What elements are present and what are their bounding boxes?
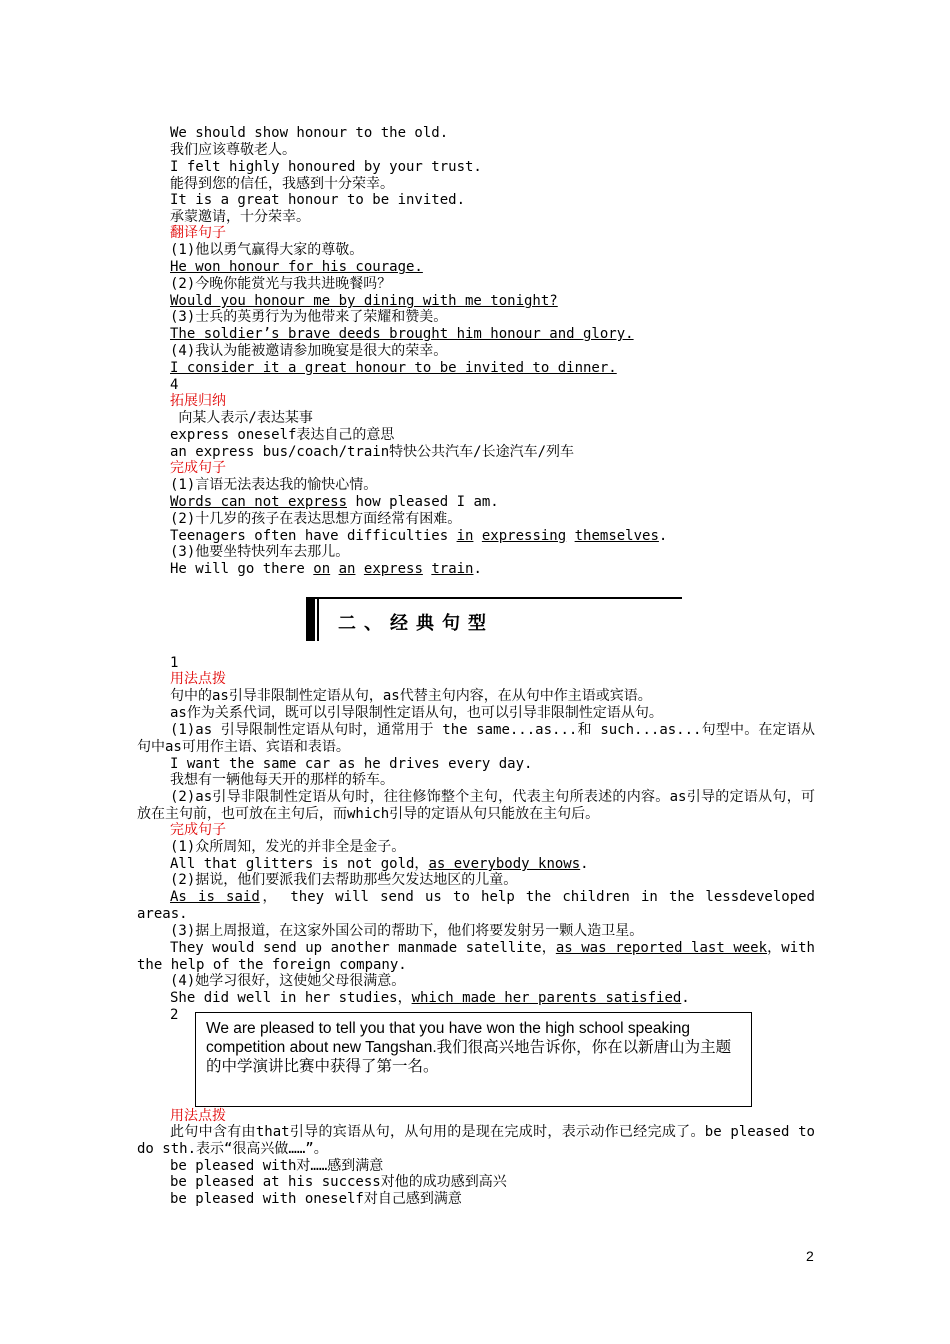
- example-sentence-box: We are pleased to tell you that you have won the high school speaking competition about new Tangshan.我们很高兴地告诉你，你在以新唐山为主题的中学演讲比赛中获得了第一名。: [195, 1012, 752, 1107]
- text-line: be pleased with oneself对自己感到满意: [170, 1191, 462, 1207]
- banner-bar: [317, 599, 319, 641]
- answer: in: [456, 528, 474, 544]
- translate-cn: (4)我认为能被邀请参加晚宴是很大的荣幸。: [170, 343, 448, 359]
- usage-heading: 用法点拨: [170, 671, 226, 687]
- sentence-pre: She did well in her studies，: [170, 990, 412, 1006]
- answer: on: [313, 561, 331, 577]
- text-line: 向某人表示/表达某事: [170, 410, 313, 426]
- section-title: 二、经典句型: [338, 613, 494, 634]
- complete-en: [137, 889, 815, 923]
- answer: train: [431, 561, 474, 577]
- complete-heading: 完成句子: [170, 822, 226, 838]
- translate-en: He won honour for his courage.: [170, 259, 423, 275]
- text-line: 承蒙邀请，十分荣幸。: [170, 209, 310, 225]
- complete-en: [137, 940, 815, 974]
- sentence-rest: ， they will send us to help the children in the lessdeveloped areas.: [137, 889, 815, 922]
- answer: As is said: [170, 889, 260, 905]
- translate-en: I consider it a great honour to be invited to dinner.: [170, 360, 617, 376]
- complete-cn: (3)他要坐特快列车去那儿。: [170, 544, 350, 560]
- complete-heading: 完成句子: [170, 460, 226, 476]
- sentence-pre: He will go there: [170, 561, 314, 577]
- sentence-pre: They would send up another manmade satellite，: [170, 940, 556, 956]
- text-line: I want the same car as he drives every day.: [170, 756, 533, 772]
- banner-bar: [306, 599, 315, 641]
- text-line: as作为关系代词，既可以引导限制性定语从句，也可以引导非限制性定语从句。: [170, 705, 663, 721]
- text-line: 我想有一辆他每天开的那样的轿车。: [170, 772, 394, 788]
- text-line: 句中的as引导非限制性定语从句，as代替主句内容，在从句中作主语或宾语。: [170, 688, 652, 704]
- complete-cn: (2)据说，他们要派我们去帮助那些欠发达地区的儿童。: [170, 872, 518, 888]
- paragraph: (1)as 引导限制性定语从句时，通常用于 the same...as...和 such...as...句型中。在定语从句中as可用作主语、宾语和表语。: [137, 722, 815, 755]
- expand-heading: 拓展归纳: [170, 393, 226, 409]
- complete-en: All that glitters is not gold，as everybody knows.: [170, 856, 589, 872]
- text-line: be pleased with对……感到满意: [170, 1158, 384, 1174]
- complete-en: Teenagers often have difficulties in expressing themselves.: [170, 528, 668, 544]
- section-banner: [306, 597, 682, 641]
- sentence-pre: Teenagers often have difficulties: [170, 528, 457, 544]
- translate-en: Would you honour me by dining with me tonight?: [170, 293, 558, 309]
- text-line: express oneself表达自己的意思: [170, 427, 395, 443]
- complete-en: [170, 494, 499, 511]
- answer: which made her parents satisfied: [411, 990, 682, 1006]
- text-line: We should show honour to the old.: [170, 125, 449, 141]
- page-number: 2: [806, 1248, 814, 1264]
- answer: as was reported last week: [555, 940, 768, 956]
- item-number: 4: [170, 377, 179, 393]
- complete-cn: (1)言语无法表达我的愉快心情。: [170, 477, 378, 493]
- text-line: I felt highly honoured by your trust.: [170, 159, 482, 175]
- text-line: an express bus/coach/train特快公共汽车/长途汽车/列车: [170, 444, 575, 460]
- translate-heading: 翻译句子: [170, 225, 226, 241]
- complete-en: He will go there on an express train.: [170, 561, 482, 577]
- answer: Words can not express: [170, 494, 348, 510]
- answer: expressing: [481, 528, 567, 544]
- text-line: 能得到您的信任，我感到十分荣幸。: [170, 176, 394, 192]
- text-line: 我们应该尊敬老人。: [170, 142, 296, 158]
- translate-cn: (2)今晚你能赏光与我共进晚餐吗？: [170, 276, 392, 292]
- translate-cn: (1)他以勇气赢得大家的尊敬。: [170, 242, 364, 258]
- answer: an: [338, 561, 356, 577]
- translate-cn: (3)士兵的英勇行为为他带来了荣耀和赞美。: [170, 309, 448, 325]
- answer: express: [363, 561, 423, 577]
- paragraph: (2)as引导非限制性定语从句时，往往修饰整个主句，代表主句所表述的内容。as引导的定语从句，可放在主句前，也可放在主句后，而which引导的定语从句只能放在主句后。: [137, 789, 815, 822]
- paragraph: 此句中含有由that引导的宾语从句，从句用的是现在完成时，表示动作已经完成了。be pleased to do sth.表示“很高兴做……”。: [137, 1124, 815, 1157]
- item-number: 1: [170, 655, 179, 671]
- complete-cn: (1)众所周知，发光的并非全是金子。: [170, 839, 406, 855]
- complete-cn: (2)十几岁的孩子在表达思想方面经常有困难。: [170, 511, 462, 527]
- text-line: It is a great honour to be invited.: [170, 192, 466, 208]
- sentence-rest: how pleased I am.: [347, 494, 499, 510]
- answer: themselves: [574, 528, 659, 544]
- item-number: 2: [170, 1007, 179, 1023]
- usage-heading: 用法点拨: [170, 1108, 226, 1124]
- complete-en: She did well in her studies，which made her parents satisfied.: [170, 990, 690, 1006]
- answer: as everybody knows: [428, 856, 581, 872]
- sentence-pre: All that glitters is not gold，: [170, 856, 429, 872]
- translate-en: The soldier’s brave deeds brought him honour and glory.: [170, 326, 634, 342]
- text-line: be pleased at his success对他的成功感到高兴: [170, 1174, 507, 1190]
- complete-cn: (4)她学习很好，这使她父母很满意。: [170, 973, 406, 989]
- complete-cn: (3)据上周报道，在这家外国公司的帮助下，他们将要发射另一颗人造卫星。: [170, 923, 644, 939]
- sentence-rest: ，with the help of the foreign company.: [137, 940, 815, 973]
